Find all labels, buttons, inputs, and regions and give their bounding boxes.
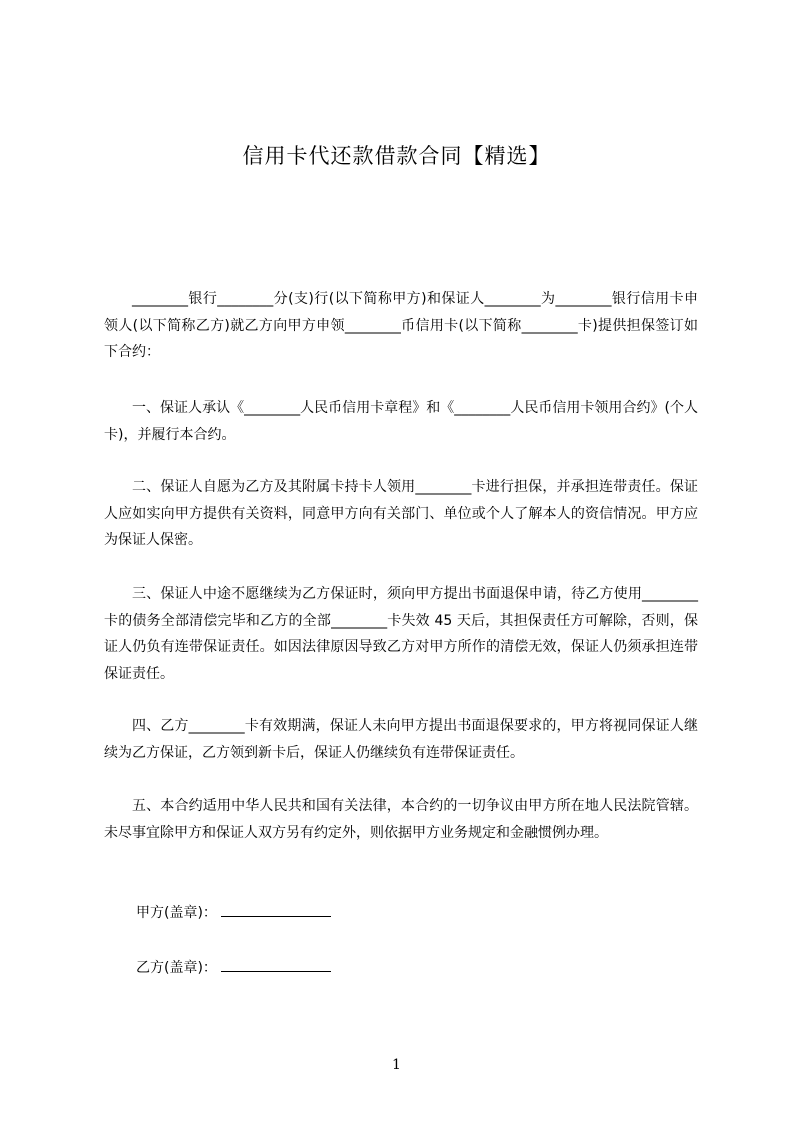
intro-paragraph: ________银行________分(支)行(以下简称甲方)和保证人________为________银行信用卡申领人(以下简称乙方)就乙方向甲方申领________币信用卡(以下简称________卡)提供担保签订如下合约： (104, 291, 698, 360)
clause-4-paragraph: 四、乙方________卡有效期满，保证人未向甲方提出书面退保要求的，甲方将视同保证人继续为乙方保证，乙方领到新卡后，保证人仍继续负有连带保证责任。 (104, 718, 698, 761)
clause-3-paragraph: 三、保证人中途不愿继续为乙方保证时，须向甲方提出书面退保申请，待乙方使用________卡的债务全部清偿完毕和乙方的全部________卡失效 45 天后，其担保责任方可解除，否则，保证人仍负有连带保证责任。如因法律原因导致乙方对甲方所作的清偿无效，保证人仍须承担连带保证责任。 (104, 586, 698, 682)
party-b-signature (136, 955, 331, 981)
party-b-signature-line (221, 956, 331, 972)
page-number: 1 (392, 1057, 401, 1073)
party-a-signature-line (221, 901, 331, 917)
document-title: 信用卡代还款借款合同【精选】 (242, 144, 551, 168)
clause-5-paragraph: 五、本合约适用中华人民共和国有关法律，本合约的一切争议由甲方所在地人民法院管辖。未尽事宜除甲方和保证人双方另有约定外，则依据甲方业务规定和金融惯例办理。 (104, 798, 698, 841)
clause-1-paragraph: 一、保证人承认《________人民币信用卡章程》和《________人民币信用卡领用合约》(个人卡)，并履行本合约。 (104, 400, 698, 443)
party-a-signature (136, 900, 331, 926)
party-a-label: 甲方(盖章)： (136, 905, 217, 921)
clause-2-paragraph: 二、保证人自愿为乙方及其附属卡持卡人领用________卡进行担保，并承担连带责任。保证人应如实向甲方提供有关资料，同意甲方向有关部门、单位或个人了解本人的资信情况。甲方应为保证人保密。 (104, 479, 698, 548)
party-b-label: 乙方(盖章)： (136, 960, 217, 976)
